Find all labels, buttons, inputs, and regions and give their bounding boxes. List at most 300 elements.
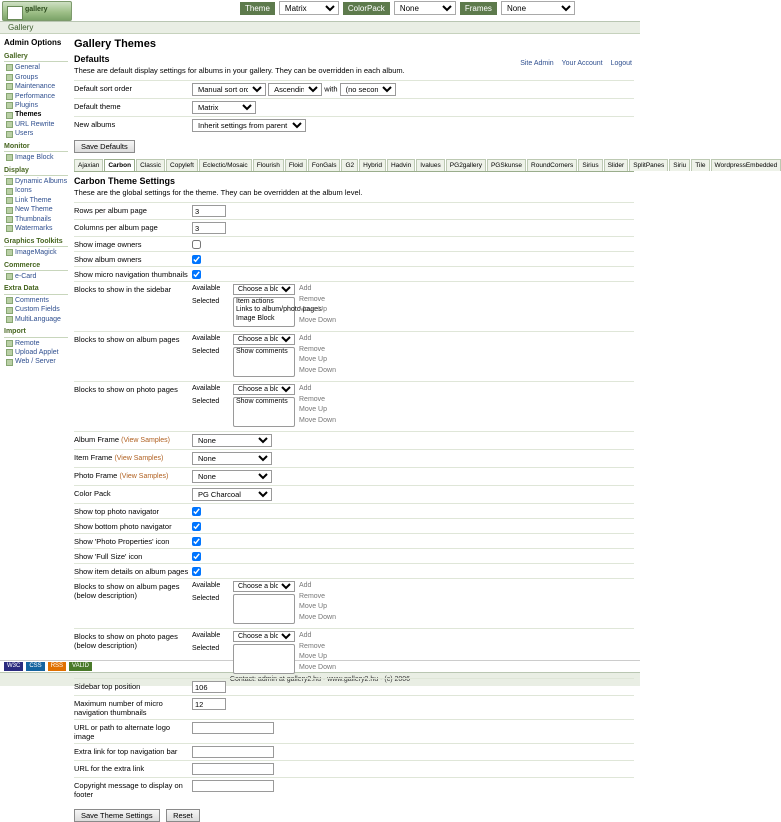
colorpack-label: ColorPack: [343, 2, 390, 15]
input-copyright-message-to-display-on-footer[interactable]: [192, 780, 274, 792]
move-block-down-button[interactable]: Move Down: [299, 366, 336, 374]
tab-carbon[interactable]: Carbon: [104, 159, 135, 171]
label-blocks-to-show-in-the-sidebar: [74, 284, 192, 294]
label-show-image-owners: [74, 239, 192, 249]
row-extra-link-for-top-navigation-bar: [74, 743, 634, 760]
sidebar-item-new-theme[interactable]: [4, 205, 68, 214]
move-block-down-button[interactable]: Move Down: [299, 613, 336, 621]
tab-flourish[interactable]: Flourish: [253, 159, 284, 171]
remove-block-button[interactable]: Remove: [299, 395, 326, 403]
frames-label: Frames: [460, 2, 497, 15]
sidebar-item-plugins[interactable]: [4, 101, 68, 110]
block-picker-blocks-to-show-on-album-pages-below-description: [192, 581, 634, 626]
gallery-logo[interactable]: [2, 1, 72, 21]
tab-splitpanes[interactable]: SplitPanes: [629, 159, 668, 171]
sidebar-item-label: Dynamic Albums: [15, 178, 68, 186]
sidebar-item-label: MultiLanguage: [15, 315, 61, 323]
block-action-buttons: [299, 581, 336, 623]
link-your-account[interactable]: Your Account: [561, 60, 603, 67]
sidebar-item-label: Plugins: [15, 101, 38, 109]
sidebar-item-e-card[interactable]: [4, 272, 68, 281]
sidebar-item-label: Users: [15, 130, 34, 138]
theme-settings-heading: Carbon Theme Settings: [74, 176, 176, 186]
remote-icon: [6, 340, 13, 347]
selected-block-item[interactable]: [234, 398, 294, 406]
new-albums-select[interactable]: [192, 119, 306, 132]
reset-button[interactable]: Reset: [166, 809, 200, 822]
sidebar-item-label: e-Card: [15, 272, 37, 280]
ecard-icon: [6, 273, 13, 280]
tab-hybrid[interactable]: Hybrid: [359, 159, 386, 171]
input-columns-per-album-page[interactable]: [192, 222, 226, 234]
sidebar-item-label: Custom Fields: [15, 306, 60, 314]
select-photo-frame[interactable]: [192, 470, 272, 483]
label-color-pack: [74, 488, 192, 498]
add-block-button[interactable]: Add: [299, 335, 312, 342]
sidebar-item-image-block[interactable]: [4, 153, 68, 162]
row-show-top-photo-navigator: [74, 503, 634, 518]
theme-settings-description: These are the global settings for the theme. They can be overridden at the album level.: [74, 188, 363, 197]
view-samples-link[interactable]: (View Samples): [119, 473, 169, 480]
row-rows-per-album-page: [74, 202, 634, 219]
label-show-bottom-photo-navigator: [74, 521, 192, 531]
add-block-button[interactable]: Add: [299, 285, 312, 292]
move-block-up-button[interactable]: Move Up: [299, 306, 328, 313]
selected-block-item[interactable]: [234, 315, 294, 323]
tab-classic[interactable]: Classic: [136, 159, 165, 171]
sidebar-item-label: Upload Applet: [15, 349, 59, 357]
theme-tabs: [74, 159, 778, 172]
gauge-icon: [6, 93, 13, 100]
tab-slider[interactable]: Slider: [604, 159, 629, 171]
label-maximum-number-of-micro-navigation-thumbnails: [74, 698, 192, 717]
label-show-top-photo-navigator: [74, 506, 192, 516]
label-show-item-details-on-album-pages: [74, 566, 192, 576]
block-picker-blocks-to-show-on-album-pages: [192, 334, 634, 379]
selected-label: Selected: [192, 348, 220, 355]
defaults-description: These are default display settings for albums in your gallery. They can be overridden in each album.: [74, 66, 405, 75]
checkbox-show-top-photo-navigator[interactable]: [192, 507, 201, 516]
select-item-frame[interactable]: [192, 452, 272, 465]
sidebar-item-label: Remote: [15, 339, 40, 347]
row-blocks-to-show-on-album-pages-below-description: [74, 578, 634, 628]
tab-ajaxian[interactable]: Ajaxian: [74, 159, 103, 171]
label-copyright-message-to-display-on-footer: [74, 780, 192, 799]
sidebar: [0, 34, 70, 660]
label-album-frame: [74, 434, 192, 444]
selected-label: Selected: [192, 298, 220, 305]
move-block-up-button[interactable]: Move Up: [299, 603, 328, 610]
available-blocks-select[interactable]: [233, 334, 295, 345]
label-blocks-to-show-on-album-pages-below-description: [74, 581, 192, 600]
tab-ivalues[interactable]: Ivalues: [416, 159, 445, 171]
sidebar-item-label: New Theme: [15, 206, 53, 214]
input-rows-per-album-page[interactable]: [192, 205, 226, 217]
tab-fongals[interactable]: FonGals: [308, 159, 341, 171]
breadcrumb-gallery[interactable]: Gallery: [8, 23, 34, 32]
label-item-frame: [74, 452, 192, 462]
label-default-sort-order: Default sort order: [74, 84, 132, 93]
selected-block-item[interactable]: [234, 306, 294, 314]
link-theme-icon: [6, 197, 13, 204]
selected-label: Selected: [192, 645, 220, 652]
selected-label: Selected: [192, 398, 220, 405]
setting-label-text: Item Frame: [74, 453, 113, 462]
top-bar: [0, 0, 640, 22]
new-theme-icon: [6, 207, 13, 214]
block-picker-blocks-to-show-on-photo-pages: [192, 384, 634, 429]
label-url-or-path-to-alternate-logo-image: [74, 722, 192, 741]
row-new-albums: [74, 116, 634, 134]
top-theme-controls: [240, 1, 575, 15]
row-columns-per-album-page: [74, 219, 634, 236]
sidebar-item-thumbnails[interactable]: [4, 215, 68, 224]
sidebar-item-comments[interactable]: [4, 296, 68, 305]
theme-label: Theme: [240, 2, 275, 15]
sidebar-item-url-rewrite[interactable]: [4, 120, 68, 129]
setting-label-text: Blocks to show on photo pages (below description): [74, 632, 178, 650]
user-icon: [6, 131, 13, 138]
setting-label-text: Blocks to show on album pages: [74, 335, 180, 344]
row-default-sort-order: [74, 80, 634, 98]
row-url-or-path-to-alternate-logo-image: [74, 719, 634, 743]
row-blocks-to-show-in-the-sidebar: [74, 281, 634, 331]
add-block-button[interactable]: Add: [299, 582, 312, 589]
sidebar-item-web-server[interactable]: [4, 357, 68, 366]
selected-block-item[interactable]: [234, 348, 294, 356]
tab-sirius[interactable]: Sirius: [578, 159, 602, 171]
move-block-up-button[interactable]: Move Up: [299, 406, 328, 413]
checkbox-show-item-details-on-album-pages[interactable]: [192, 567, 201, 576]
setting-label-text: Blocks to show on photo pages: [74, 385, 178, 394]
remove-block-button[interactable]: Remove: [299, 642, 326, 650]
selected-blocks-list[interactable]: [233, 297, 295, 327]
setting-label-text: URL for the extra link: [74, 764, 145, 773]
setting-label-text: Show bottom photo navigator: [74, 522, 172, 531]
block-action-buttons: [299, 334, 336, 376]
label-default-theme: Default theme: [74, 102, 121, 111]
label-blocks-to-show-on-photo-pages: [74, 384, 192, 394]
block-action-buttons: [299, 631, 336, 673]
available-label: Available: [192, 285, 221, 292]
selected-blocks-list[interactable]: [233, 397, 295, 427]
move-block-down-button[interactable]: Move Down: [299, 416, 336, 424]
row-maximum-number-of-micro-navigation-thumbnails: [74, 695, 634, 719]
breadcrumb: [0, 22, 640, 34]
label-url-for-the-extra-link: [74, 763, 192, 773]
setting-label-text: Show item details on album pages: [74, 567, 189, 576]
sidebar-item-label: General: [15, 64, 40, 72]
row-show-album-owners: [74, 251, 634, 266]
theme-icon: [6, 112, 13, 119]
setting-label-text: Blocks to show in the sidebar: [74, 285, 172, 294]
web-icon: [6, 359, 13, 366]
sidebar-title: Admin Options: [4, 38, 62, 47]
sort-with-label: with: [324, 84, 338, 94]
theme-settings-form: [74, 202, 634, 801]
label-blocks-to-show-on-album-pages: [74, 334, 192, 344]
frames-select[interactable]: [501, 1, 575, 15]
sidebar-group-display: [4, 166, 68, 234]
default-sort-order-select[interactable]: [192, 83, 266, 96]
tab-g2[interactable]: G2: [341, 159, 358, 171]
setting-label-text: Show micro navigation thumbnails: [74, 270, 188, 279]
row-show-bottom-photo-navigator: [74, 518, 634, 533]
sidebar-group-heading: Graphics Toolkits: [4, 237, 68, 247]
link-site-admin[interactable]: Site Admin: [520, 60, 554, 67]
input-maximum-number-of-micro-navigation-thumbnails[interactable]: [192, 698, 226, 710]
sidebar-group-heading: Extra Data: [4, 284, 68, 294]
sidebar-item-remote[interactable]: [4, 339, 68, 348]
row-show-micro-navigation-thumbnails: [74, 266, 634, 281]
plug-icon: [6, 102, 13, 109]
move-block-down-button[interactable]: Move Down: [299, 663, 336, 671]
selected-blocks-list[interactable]: [233, 347, 295, 377]
logo-text: gallery: [25, 5, 48, 13]
tab-siriu[interactable]: Siriu: [669, 159, 690, 171]
tab-floid[interactable]: Floid: [285, 159, 307, 171]
label-extra-link-for-top-navigation-bar: [74, 746, 192, 756]
group-icon: [6, 74, 13, 81]
tab-hadvin[interactable]: Hadvin: [387, 159, 415, 171]
row-show-item-details-on-album-pages: [74, 563, 634, 578]
sidebar-item-themes[interactable]: [4, 110, 68, 119]
move-block-up-button[interactable]: Move Up: [299, 653, 328, 660]
sidebar-group-heading: Import: [4, 327, 68, 337]
sidebar-group-heading: Gallery: [4, 52, 68, 62]
sidebar-group-heading: Monitor: [4, 142, 68, 152]
link-logout[interactable]: Logout: [610, 60, 632, 67]
sidebar-group-heading: Commerce: [4, 261, 68, 271]
album-icon: [6, 178, 13, 185]
select-album-frame[interactable]: [192, 434, 272, 447]
input-url-for-the-extra-link[interactable]: [192, 763, 274, 775]
colorpack-select[interactable]: [394, 1, 456, 15]
setting-label-text: Rows per album page: [74, 206, 147, 215]
wrench-icon: [6, 83, 13, 90]
available-label: Available: [192, 632, 221, 639]
setting-label-text: Extra link for top navigation bar: [74, 747, 178, 756]
watermark-icon: [6, 225, 13, 232]
image-icon: [6, 154, 13, 161]
link-icon: [6, 121, 13, 128]
label-columns-per-album-page: [74, 222, 192, 232]
sidebar-item-label: Comments: [15, 296, 49, 304]
sidebar-item-link-theme[interactable]: [4, 196, 68, 205]
move-block-up-button[interactable]: Move Up: [299, 356, 328, 363]
setting-label-text: Blocks to show on album pages (below description): [74, 582, 180, 600]
select-color-pack[interactable]: [192, 488, 272, 501]
row-blocks-to-show-on-album-pages: [74, 331, 634, 381]
label-show-photo-properties-icon: [74, 536, 192, 546]
sidebar-item-label: Link Theme: [15, 196, 52, 204]
sidebar-group-gallery: [4, 52, 68, 139]
sidebar-item-groups[interactable]: [4, 73, 68, 82]
sidebar-item-watermarks[interactable]: [4, 224, 68, 233]
sidebar-item-label: Themes: [15, 111, 42, 119]
save-theme-settings-button[interactable]: Save Theme Settings: [74, 809, 160, 822]
available-label: Available: [192, 385, 221, 392]
move-block-down-button[interactable]: Move Down: [299, 316, 336, 324]
row-color-pack: [74, 485, 634, 503]
block-picker-blocks-to-show-on-photo-pages-below-description: [192, 631, 634, 676]
badge-valid[interactable]: VALID: [69, 662, 92, 671]
sidebar-item-label: Thumbnails: [15, 215, 52, 223]
row-show-image-owners: [74, 236, 634, 251]
available-label: Available: [192, 582, 221, 589]
theme-select[interactable]: [279, 1, 339, 15]
upload-icon: [6, 349, 13, 356]
page-title: Gallery Themes: [74, 38, 156, 50]
input-extra-link-for-top-navigation-bar[interactable]: [192, 746, 274, 758]
available-blocks-select[interactable]: [233, 581, 295, 592]
checkbox-show-micro-navigation-thumbnails[interactable]: [192, 270, 201, 279]
sidebar-item-label: Groups: [15, 73, 38, 81]
selected-label: Selected: [192, 595, 220, 602]
setting-label-text: Maximum number of micro navigation thumbnails: [74, 699, 163, 717]
label-photo-frame: [74, 470, 192, 480]
tab-eclectic-mosaic[interactable]: Eclectic/Mosaic: [199, 159, 252, 171]
setting-label-text: Color Pack: [74, 489, 111, 498]
field-icon: [6, 307, 13, 314]
sidebar-item-dynamic-albums[interactable]: [4, 177, 68, 186]
sidebar-item-label: URL Rewrite: [15, 120, 55, 128]
lang-icon: [6, 316, 13, 323]
sidebar-group-monitor: [4, 142, 68, 163]
row-sidebar-top-position: [74, 678, 634, 695]
add-block-button[interactable]: Add: [299, 632, 312, 639]
checkbox-show-album-owners[interactable]: [192, 255, 201, 264]
selected-block-item[interactable]: [234, 298, 294, 306]
setting-label-text: Sidebar top position: [74, 682, 141, 691]
footer-text: Contact: admin at gallery2.hu - www.gallery2.hu - (c) 2006: [229, 676, 411, 683]
checkbox-show-photo-properties-icon[interactable]: [192, 537, 201, 546]
label-show-micro-navigation-thumbnails: [74, 269, 192, 279]
sidebar-item-label: ImageMagick: [15, 249, 57, 257]
tab-roundcorners[interactable]: RoundCorners: [527, 159, 577, 171]
checkbox-show-image-owners[interactable]: [192, 240, 201, 249]
icons-icon: [6, 188, 13, 195]
gear-icon: [6, 64, 13, 71]
label-show-album-owners: [74, 254, 192, 264]
setting-label-text: Show 'Full Size' icon: [74, 552, 143, 561]
label-rows-per-album-page: [74, 205, 192, 215]
setting-label-text: Show image owners: [74, 240, 142, 249]
label-sidebar-top-position: [74, 681, 192, 691]
tab-wordpressembedded[interactable]: WordpressEmbedded: [711, 159, 781, 171]
remove-block-button[interactable]: Remove: [299, 345, 326, 353]
row-url-for-the-extra-link: [74, 760, 634, 777]
block-action-buttons: [299, 384, 336, 426]
sidebar-item-icons[interactable]: [4, 186, 68, 195]
block-action-buttons: [299, 284, 336, 326]
sort-direction-select[interactable]: [268, 83, 322, 96]
sidebar-item-label: Image Block: [15, 154, 54, 162]
block-picker-blocks-to-show-in-the-sidebar: [192, 284, 634, 329]
sidebar-item-users[interactable]: [4, 129, 68, 138]
setting-label-text: Show album owners: [74, 255, 142, 264]
magick-icon: [6, 249, 13, 256]
setting-label-text: Show 'Photo Properties' icon: [74, 537, 170, 546]
label-blocks-to-show-on-photo-pages-below-description: [74, 631, 192, 650]
row-blocks-to-show-on-photo-pages-below-description: [74, 628, 634, 678]
input-url-or-path-to-alternate-logo-image[interactable]: [192, 722, 274, 734]
sidebar-group-extra-data: [4, 284, 68, 324]
sidebar-item-label: Performance: [15, 92, 56, 100]
sidebar-group-import: [4, 327, 68, 367]
checkbox-show-bottom-photo-navigator[interactable]: [192, 522, 201, 531]
row-default-theme: [74, 98, 634, 116]
sidebar-item-upload-applet[interactable]: [4, 348, 68, 357]
sidebar-item-label: Maintenance: [15, 83, 56, 91]
remove-block-button[interactable]: Remove: [299, 592, 326, 600]
sidebar-item-maintenance[interactable]: [4, 82, 68, 91]
default-theme-select[interactable]: [192, 101, 256, 114]
label-show-full-size-icon: [74, 551, 192, 561]
sidebar-item-general[interactable]: [4, 63, 68, 72]
defaults-heading: Defaults: [74, 54, 110, 64]
available-label: Available: [192, 335, 221, 342]
comment-icon: [6, 297, 13, 304]
thumb-icon: [6, 216, 13, 223]
sidebar-item-label: Watermarks: [15, 225, 53, 233]
sidebar-item-label: Icons: [15, 187, 32, 195]
sidebar-group-commerce: [4, 261, 68, 282]
sidebar-item-multilanguage[interactable]: [4, 315, 68, 324]
selected-blocks-list[interactable]: [233, 594, 295, 624]
tab-copyleft[interactable]: Copyleft: [166, 159, 198, 171]
view-samples-link[interactable]: (View Samples): [114, 455, 164, 462]
remove-block-button[interactable]: Remove: [299, 295, 326, 303]
sidebar-item-custom-fields[interactable]: [4, 305, 68, 314]
selected-blocks-list[interactable]: [233, 644, 295, 674]
sidebar-item-imagemagick[interactable]: [4, 248, 68, 257]
row-blocks-to-show-on-photo-pages: [74, 381, 634, 431]
view-samples-link[interactable]: (View Samples): [121, 437, 170, 444]
row-photo-frame: [74, 467, 634, 485]
row-item-frame: [74, 449, 634, 467]
save-defaults-button[interactable]: Save Defaults: [74, 140, 135, 153]
tab-pgskunse[interactable]: PGSkunse: [487, 159, 526, 171]
setting-label-text: Copyright message to display on footer: [74, 781, 183, 799]
second-sort-select[interactable]: [340, 83, 396, 96]
available-blocks-select[interactable]: [233, 384, 295, 395]
row-show-photo-properties-icon: [74, 533, 634, 548]
badge-rss[interactable]: RSS: [48, 662, 66, 671]
setting-label-text: Columns per album page: [74, 223, 158, 232]
account-links: [514, 60, 632, 67]
row-copyright-message-to-display-on-footer: [74, 777, 634, 801]
tab-pg2gallery[interactable]: PG2gallery: [446, 159, 486, 171]
row-album-frame: [74, 431, 634, 449]
available-blocks-select[interactable]: [233, 284, 295, 295]
sidebar-group-graphics-toolkits: [4, 237, 68, 258]
input-sidebar-top-position[interactable]: [192, 681, 226, 693]
sidebar-item-performance[interactable]: [4, 92, 68, 101]
label-new-albums: New albums: [74, 120, 116, 129]
row-show-full-size-icon: [74, 548, 634, 563]
badge-css[interactable]: CSS: [26, 662, 44, 671]
tab-tile[interactable]: Tile: [691, 159, 709, 171]
checkbox-show-full-size-icon[interactable]: [192, 552, 201, 561]
badge-w3c[interactable]: W3C: [4, 662, 23, 671]
setting-label-text: Photo Frame: [74, 471, 118, 480]
setting-label-text: Album Frame: [74, 435, 120, 444]
setting-label-text: URL or path to alternate logo image: [74, 723, 171, 741]
sidebar-item-label: Web / Server: [15, 358, 56, 366]
add-block-button[interactable]: Add: [299, 385, 312, 392]
available-blocks-select[interactable]: [233, 631, 295, 642]
